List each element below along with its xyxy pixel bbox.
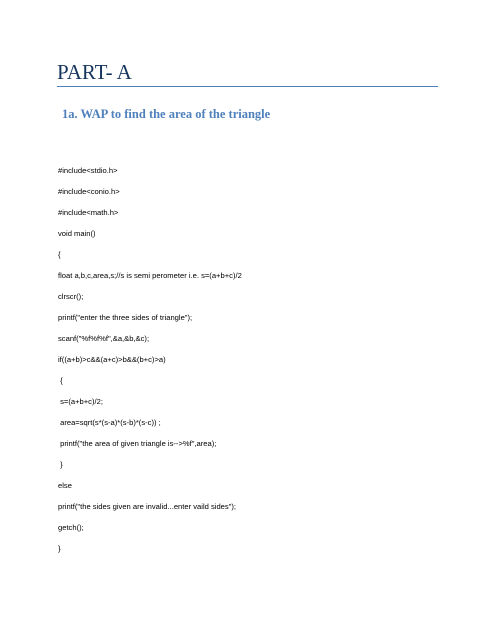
- code-line: #include<stdio.h>: [58, 166, 118, 175]
- code-line: #include<conio.h>: [58, 187, 120, 196]
- code-line: #include<math.h>: [58, 208, 119, 217]
- code-line: clrscr();: [58, 292, 84, 301]
- code-line: printf("the sides given are invalid...enter vaild sides");: [58, 502, 237, 511]
- code-line: scanf("%f%f%f",&a,&b,&c);: [58, 334, 150, 343]
- code-line: {: [58, 376, 63, 385]
- code-line: area=sqrt(s*(s-a)*(s-b)*(s-c)) ;: [58, 418, 161, 427]
- code-line: float a,b,c,area,s;//s is semi perometer i.e. s=(a+b+c)/2: [58, 271, 242, 280]
- code-line: }: [58, 460, 63, 469]
- part-title: PART- A: [57, 60, 132, 84]
- code-block: [58, 160, 478, 559]
- code-line: if((a+b)>c&&(a+c)>b&&(b+c)>a): [58, 355, 166, 364]
- code-line: getch();: [58, 523, 84, 532]
- section-heading: 1a. WAP to find the area of the triangle: [62, 107, 271, 121]
- code-line: printf("the area of given triangle is-->%f",area);: [58, 439, 217, 448]
- code-line: void main(): [58, 229, 96, 238]
- title-underline: [57, 86, 438, 87]
- code-line: s=(a+b+c)/2;: [58, 397, 103, 406]
- code-line: printf("enter the three sides of triangle");: [58, 313, 193, 322]
- code-line: }: [58, 544, 61, 553]
- code-line: else: [58, 481, 72, 490]
- code-line: {: [58, 250, 61, 259]
